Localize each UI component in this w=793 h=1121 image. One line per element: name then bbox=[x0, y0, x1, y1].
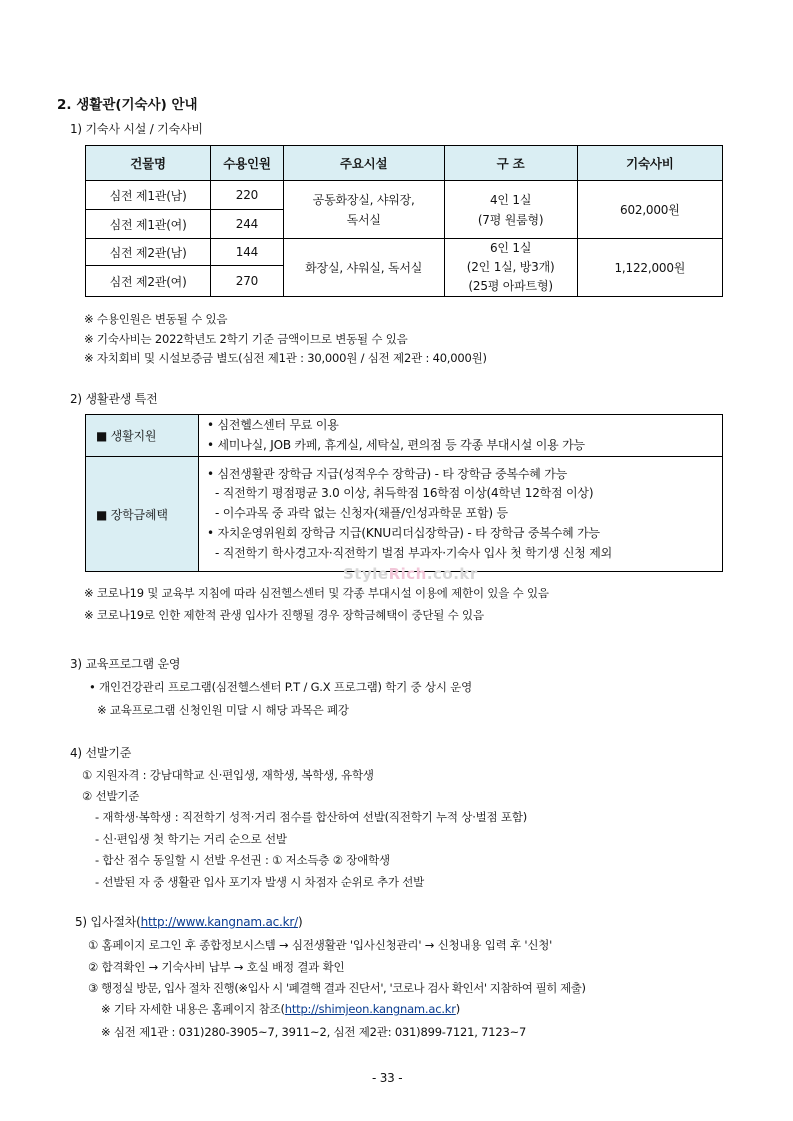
list-item: ② 선발기준 bbox=[82, 789, 140, 803]
structure-line: (2인 1실, 방3개) bbox=[466, 260, 555, 274]
procedure-step: ③ 행정실 방문, 입사 절차 진행(※입사 시 '폐결핵 결과 진단서', '코로나 검사 확인서' 지참하여 필히 제출) bbox=[88, 981, 586, 995]
note: ※ 자치회비 및 시설보증금 별도(심전 제1관 : 30,000원 / 심전 제2관 : 40,000원) bbox=[84, 351, 487, 365]
table-cell-capacity: 244 bbox=[211, 210, 284, 239]
benefit-label: ■ 장학금혜택 bbox=[86, 457, 199, 572]
note: ※ 교육프로그램 신청인원 미달 시 해당 과목은 폐강 bbox=[97, 703, 349, 717]
list-item: - 신·편입생 첫 학기는 거리 순으로 선발 bbox=[95, 832, 287, 846]
homepage-link[interactable]: http://www.kangnam.ac.kr/ bbox=[140, 915, 298, 929]
table-cell-structure bbox=[444, 239, 577, 297]
contact-note: ※ 심전 제1관 : 031)280-3905~7, 3911~2, 심전 제2관: 031)899-7121, 7123~7 bbox=[101, 1025, 527, 1039]
note: ※ 코로나19로 인한 제한적 관생 입사가 진행될 경우 장학금혜택이 중단될 수 있음 bbox=[84, 608, 484, 622]
structure-line: (25평 아파트형) bbox=[468, 279, 553, 293]
watermark bbox=[343, 565, 478, 583]
watermark-text: Style bbox=[343, 565, 389, 583]
note bbox=[101, 1001, 460, 1017]
list-item: • 개인건강관리 프로그램(심전헬스센터 P.T / G.X 프로그램) 학기 중 상시 운영 bbox=[89, 680, 472, 694]
note: ※ 수용인원은 변동될 수 있음 bbox=[84, 312, 228, 326]
subsection-title-selection: 4) 선발기준 bbox=[70, 746, 132, 760]
table-cell-facilities bbox=[283, 181, 444, 239]
list-item: - 직전학기 학사경고자·직전학기 벌점 부과자·기숙사 입사 첫 학기생 신청 제외 bbox=[215, 545, 613, 560]
col-header-structure: 구 조 bbox=[444, 146, 577, 181]
list-item: • 심전헬스센터 무료 이용 bbox=[207, 417, 339, 432]
title-prefix: 5) 입사절차( bbox=[75, 915, 141, 929]
shimjeon-link[interactable]: http://shimjeon.kangnam.ac.kr bbox=[284, 1002, 456, 1016]
section-title: 2. 생활관(기숙사) 안내 bbox=[57, 97, 198, 113]
subsection-title-education: 3) 교육프로그램 운영 bbox=[70, 657, 181, 671]
structure-line: (7평 원룸형) bbox=[477, 212, 544, 227]
benefit-items bbox=[199, 457, 723, 572]
note-suffix: ) bbox=[455, 1002, 461, 1016]
list-item: • 세미나실, JOB 카페, 휴게실, 세탁실, 편의점 등 각종 부대시설 이용 가능 bbox=[207, 437, 585, 452]
list-item: • 심전생활관 장학금 지급(성적우수 장학금) - 타 장학금 중복수혜 가능 bbox=[207, 466, 568, 481]
benefits-table bbox=[85, 414, 723, 572]
benefit-label: ■ 생활지원 bbox=[86, 415, 199, 457]
col-header-capacity: 수용인원 bbox=[211, 146, 284, 181]
table-cell-fee: 602,000원 bbox=[577, 181, 722, 239]
table-cell-building: 심전 제2관(여) bbox=[86, 266, 211, 297]
list-item: - 이수과목 중 과락 없는 신청자(채플/인성과학문 포함) 등 bbox=[215, 506, 508, 521]
table-cell-building: 심전 제1관(여) bbox=[86, 210, 211, 239]
table-cell-building: 심전 제1관(남) bbox=[86, 181, 211, 210]
facilities-line: 공동화장실, 샤워장, bbox=[312, 192, 415, 207]
col-header-facilities: 주요시설 bbox=[283, 146, 444, 181]
col-header-building: 건물명 bbox=[86, 146, 211, 181]
note: ※ 코로나19 및 교육부 지침에 따라 심전헬스센터 및 각종 부대시설 이용에 제한이 있을 수 있음 bbox=[84, 586, 549, 600]
table-cell-capacity: 220 bbox=[211, 181, 284, 210]
list-item: - 재학생·복학생 : 직전학기 성적·거리 점수를 합산하여 선발(직전학기 누적 상·벌점 포함) bbox=[95, 810, 528, 824]
benefit-items bbox=[199, 415, 723, 457]
table-cell-facilities: 화장실, 샤워실, 독서실 bbox=[283, 239, 444, 297]
table-cell-capacity: 144 bbox=[211, 239, 284, 266]
watermark-text: Rich bbox=[388, 565, 427, 583]
watermark-text: .co.kr bbox=[426, 565, 478, 583]
list-item: - 합산 점수 동일할 시 선발 우선권 : ① 저소득층 ② 장애학생 bbox=[95, 853, 390, 867]
table-cell-building: 심전 제2관(남) bbox=[86, 239, 211, 266]
list-item: ① 지원자격 : 강남대학교 신·편입생, 재학생, 복학생, 유학생 bbox=[82, 768, 374, 782]
note: ※ 기숙사비는 2022학년도 2학기 기준 금액이므로 변동될 수 있음 bbox=[84, 332, 408, 346]
dorm-table bbox=[85, 145, 723, 297]
structure-line: 4인 1실 bbox=[489, 192, 532, 207]
page-number: - 33 - bbox=[372, 1071, 403, 1085]
title-suffix: ) bbox=[297, 915, 303, 929]
col-header-fee: 기숙사비 bbox=[577, 146, 722, 181]
subsection-title-procedure bbox=[75, 913, 302, 930]
list-item: - 직전학기 평점평균 3.0 이상, 취득학점 16학점 이상(4학년 12학점 이상) bbox=[215, 486, 594, 501]
subsection-title-facilities: 1) 기숙사 시설 / 기숙사비 bbox=[70, 122, 203, 136]
table-cell-capacity: 270 bbox=[211, 266, 284, 297]
facilities-line: 독서실 bbox=[346, 212, 381, 227]
table-cell-fee: 1,122,000원 bbox=[577, 239, 722, 297]
subsection-title-benefits: 2) 생활관생 특전 bbox=[70, 392, 158, 406]
procedure-step: ② 합격확인 → 기숙사비 납부 → 호실 배정 결과 확인 bbox=[88, 960, 345, 974]
note-prefix: ※ 기타 자세한 내용은 홈페이지 참조( bbox=[101, 1002, 285, 1016]
list-item: - 선발된 자 중 생활관 입사 포기자 발생 시 차점자 순위로 추가 선발 bbox=[95, 875, 425, 889]
procedure-step: ① 홈페이지 로그인 후 종합정보시스템 → 심전생활관 '입사신청관리' → 신청내용 입력 후 '신청' bbox=[88, 938, 553, 952]
table-cell-structure bbox=[444, 181, 577, 239]
list-item: • 자치운영위원회 장학금 지급(KNU리더십장학금) - 타 장학금 중복수혜 가능 bbox=[207, 525, 600, 540]
structure-line: 6인 1실 bbox=[489, 241, 532, 255]
